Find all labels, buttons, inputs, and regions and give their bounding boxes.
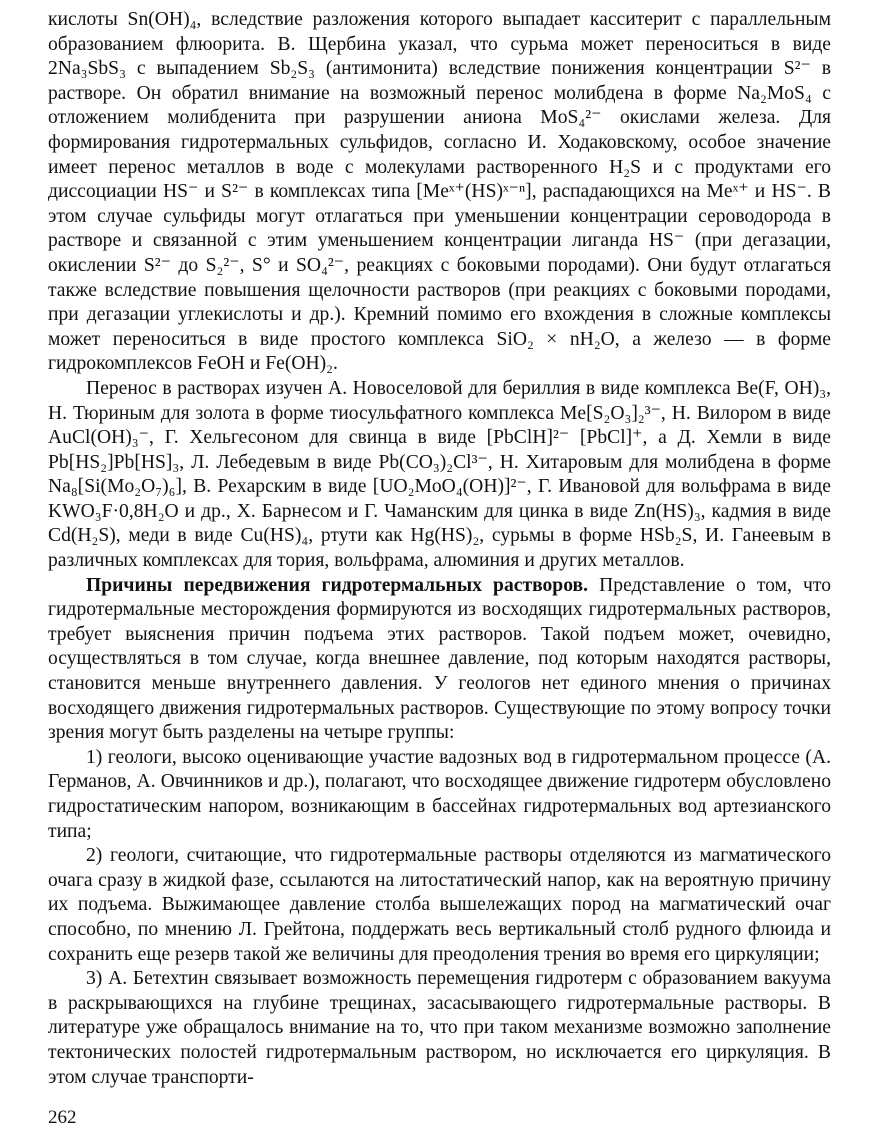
- paragraph-3: [48, 574, 831, 746]
- page-body: [48, 8, 831, 1090]
- paragraph-2-text: Перенос в растворах изучен А. Новоселовой для бериллия в виде комплекса Be(F, OH)₃, Н. Тюриным для золота в форме тиосульфатного комплекса Me[S₂O₃]₂³⁻, Н. Вилором в виде AuCl(OH)₃⁻, Г. Хельгесоном для свинца в виде [PbClH]²⁻ [PbCl]⁺, а Д. Хемли в виде Pb[HS₂]Pb[HS]₃, Л. Лебедевым в виде Pb(CO₃)₂Cl³⁻, Н. Хитаровым для молибдена в форме Na₈[Si(Mo₂O₇)₆], В. Реxарским в виде [UO₂MoO₄(OH)]²⁻, Г. Ивановой для вольфрама в виде KWO₃F·0,8H₂O и др., Х. Барнесом и Г. Чаманским для цинка в виде Zn(HS)₃, кадмия в виде Cd(H₂S), меди в виде Cu(HS)₄, ртути как Hg(HS)₂, сурьмы в форме HSb₂S, И. Ганеевым в различных комплексах для тория, вольфрама, алюминия и других металлов.: [48, 377, 831, 572]
- paragraph-6-text: 3) А. Бетехтин связывает возможность перемещения гидротерм с образованием вакуума в раскрывающихся на глубине трещинах, засасывающего гидротермальные растворы. В литературе уже обращалось внимание на то, что при таком механизме возможно заполнение тектонических полостей гидротермальным раствором, но исключается его циркуляция. В этом случае транспорти-: [48, 968, 831, 1088]
- paragraph-2: [48, 377, 831, 574]
- paragraph-3-text: Представление о том, что гидротермальные месторождения формируются из восходящих гидротермальных растворов, требует выяснения причин подъема этих растворов. Такой подъем может, очевидно, осуществляться в том случае, когда внешнее давление, под которым находятся растворы, становится меньше внутреннего давления. У геологов нет единого мнения о причинах восходящего движения гидротермальных растворов. Существующие по этому вопросу точки зрения могут быть разделены на четыре группы:: [48, 574, 831, 744]
- paragraph-4-text: 1) геологи, высоко оценивающие участие вадозных вод в гидротермальном процессе (А. Германов, А. Овчинников и др.), полагают, что восходящее движение гидротерм обусловлено гидростатическим напором, возникающим в бассейнах гидротермальных вод артезианского типа;: [48, 746, 831, 842]
- paragraph-5-text: 2) геологи, считающие, что гидротермальные растворы отделяются из магматического очага сразу в жидкой фазе, ссылаются на литостатический напор, как на вероятную причину их подъема. Выжимающее давление столба вышележащих пород на магматический очаг способно, по мнению Л. Грейтона, поддержать весь вертикальный столб рудного флюида и сохранить еще резерв такой же величины для преодоления трения во время его циркуляции;: [48, 845, 831, 965]
- section-heading-inline: Причины передвижения гидротермальных растворов.: [86, 574, 588, 596]
- paragraph-1: [48, 8, 831, 377]
- page-number: 262: [48, 1107, 77, 1128]
- paragraph-6: [48, 967, 831, 1090]
- paragraph-1-text: кислоты Sn(OH)₄, вследствие разложения которого выпадает касситерит с параллельным образованием флюорита. В. Щербина указал, что сурьма может переноситься в виде 2Na₃SbS₃ с выпадением Sb₂S₃ (антимонита) вследствие понижения концентрации S²⁻ в растворе. Он обратил внимание на возможный перенос молибдена в форме Na₂MoS₄ с отложением молибденита при разрушении аниона MoS₄²⁻ окислами железа. Для формирования гидротермальных сульфидов, согласно И. Ходаковскому, особое значение имеет перенос металлов в воде с молекулами растворенного H₂S и с продуктами его диссоциации HS⁻ и S²⁻ в комплексах типа [Meˣ⁺(HS)ˣ⁻ⁿ], распадающихся на Meˣ⁺ и HS⁻. В этом случае сульфиды могут отлагаться при уменьшении концентрации сероводорода в растворе и связанной с этим уменьшением концентрации лиганда HS⁻ (при дегазации, окислении S²⁻ до S₂²⁻, S° и SO₄²⁻, реакциях с боковыми породами). Они будут отлагаться также вследствие повышения щелочности растворов (при реакциях с боковыми породами, при дегазации углекислоты и др.). Кремний помимо его вхождения в сложные комплексы может переноситься в виде простого комплекса SiO₂ × nH₂O, а железо — в форме гидрокомплексов FeOH и Fe(OH)₂.: [48, 9, 831, 375]
- paragraph-4: [48, 746, 831, 844]
- paragraph-5: [48, 844, 831, 967]
